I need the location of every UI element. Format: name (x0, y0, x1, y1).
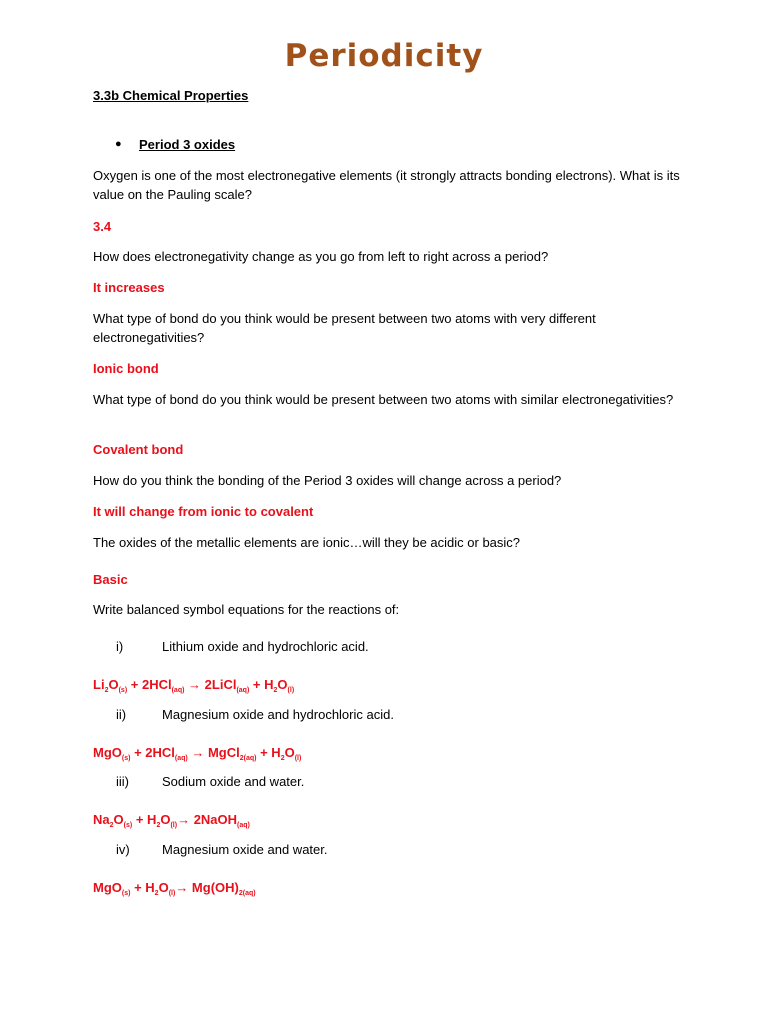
equation-subscript: (aq) (236, 687, 250, 694)
question-text: What type of bond do you think would be present between two atoms with similar electronegativities? (93, 392, 674, 407)
reaction-task: Sodium oxide and water. (162, 774, 305, 789)
equation-term: → Mg(OH) (175, 880, 239, 895)
reaction-equation (93, 878, 256, 897)
equation-term: + 2HCl (130, 745, 175, 760)
equation-subscript: (l) (170, 822, 178, 829)
equation-subscript: (s) (121, 890, 131, 897)
equation-subscript: (s) (121, 755, 131, 762)
equation-term: + H (256, 745, 281, 760)
answer-text: It will change from ionic to covalent (93, 504, 314, 519)
equation-subscript: 2 (156, 822, 161, 829)
equation-subscript: (aq) (237, 822, 250, 829)
equation-term: O (158, 880, 169, 895)
question-text: How do you think the bonding of the Period 3 oxides will change across a period? (93, 473, 562, 488)
equation-term: + 2HCl (127, 677, 172, 692)
reaction-numeral: iii) (116, 774, 129, 789)
equation-subscript: 2(aq) (238, 890, 256, 897)
equation-subscript: (aq) (174, 755, 188, 762)
bullet-heading: Period 3 oxides (139, 137, 236, 152)
answer-text: It increases (93, 280, 165, 295)
question-text: Oxygen is one of the most electronegative elements (it strongly attracts bonding electrons). What is its value on the Pauling scale? (93, 168, 680, 202)
bullet-icon: ● (115, 138, 122, 150)
equation-subscript: 2(aq) (239, 755, 257, 762)
equation-term: O (284, 745, 295, 760)
equation-term: O (108, 677, 119, 692)
equation-term: MgO (93, 880, 122, 895)
question-text: What type of bond do you think would be present between two atoms with very different electronegativities? (93, 311, 596, 345)
answer-text: Ionic bond (93, 361, 159, 376)
reaction-numeral: iv) (116, 842, 130, 857)
equation-subscript: (s) (118, 687, 128, 694)
equation-term: + H (249, 677, 274, 692)
equation-term: O (113, 812, 124, 827)
equation-term: → 2NaOH (177, 812, 238, 827)
equation-term: Na (93, 812, 110, 827)
question-text: How does electronegativity change as you go from left to right across a period? (93, 249, 549, 264)
equation-term: + H (132, 812, 157, 827)
reaction-numeral: ii) (116, 707, 127, 722)
equation-term: + H (130, 880, 155, 895)
equation-subscript: (aq) (171, 687, 185, 694)
equation-subscript: 2 (104, 687, 109, 694)
equation-term: O (160, 812, 171, 827)
equation-term: → MgCl (187, 745, 240, 760)
reaction-task: Magnesium oxide and hydrochloric acid. (162, 707, 394, 722)
equation-subscript: 2 (154, 890, 159, 897)
equation-term: Li (93, 677, 105, 692)
equation-term: → 2LiCl (184, 677, 237, 692)
equation-term: O (277, 677, 288, 692)
reaction-numeral: i) (116, 639, 124, 654)
reaction-equation (93, 675, 294, 694)
section-heading: 3.3b Chemical Properties (93, 88, 249, 103)
equation-subscript: (s) (123, 822, 133, 829)
equation-subscript: 2 (280, 755, 285, 762)
question-text: The oxides of the metallic elements are ionic…will they be acidic or basic? (93, 535, 521, 550)
answer-text: Covalent bond (93, 442, 184, 457)
reaction-task: Lithium oxide and hydrochloric acid. (162, 639, 369, 654)
equation-subscript: (l) (294, 755, 302, 762)
equations-prompt: Write balanced symbol equations for the reactions of: (93, 602, 400, 617)
reaction-equation (93, 810, 250, 829)
page-title: Periodicity (284, 38, 484, 74)
answer-text: 3.4 (93, 219, 112, 234)
reaction-equation (93, 743, 301, 762)
equation-subscript: 2 (109, 822, 114, 829)
reaction-task: Magnesium oxide and water. (162, 842, 328, 857)
equation-subscript: (l) (168, 890, 176, 897)
equation-subscript: 2 (273, 687, 278, 694)
equation-subscript: (l) (287, 687, 295, 694)
answer-text: Basic (93, 572, 128, 587)
equation-term: MgO (93, 745, 122, 760)
